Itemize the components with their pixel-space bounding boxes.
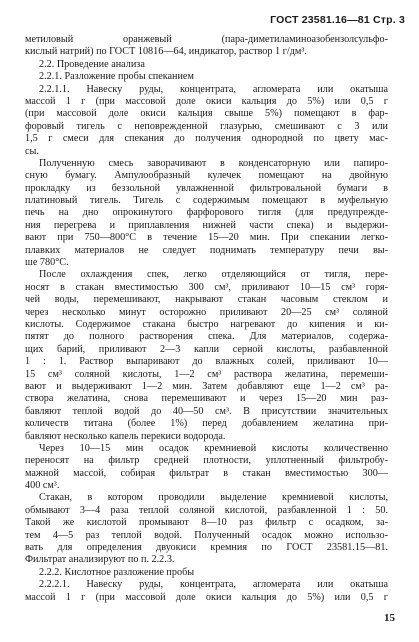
text-line: тем 4—5 раз теплой водой. Полученный осадок можно использо- [25, 529, 388, 541]
text-line: бавляют несколько капель перекиси водорода. [25, 430, 226, 442]
text-line: Фильтрат анализируют по п. 2.2.3. [25, 554, 175, 566]
text-line: щих барий, приливают 2—3 капли серной кислоты, разбавленной [25, 343, 388, 355]
text-line: сы. [25, 145, 39, 157]
text-line: обмывают 3—4 раза теплой соляной кислотой, разбавленной 1 : 50. [25, 504, 388, 516]
text-line: После охлаждения спек, легко отделяющийся от тигля, пере- [39, 269, 388, 281]
text-line: ше 780°С. [25, 257, 69, 269]
text-line: плавких материалов не следует поднимать температуру печи вы- [25, 244, 388, 256]
text-line: 2.2.1. Разложение пробы спеканием [39, 71, 194, 83]
text-line: количеств титана (более 1%) перед добавлением желатина при- [25, 418, 388, 430]
text-line: вают при 750—800°С в течение 15—20 мин. При спекании легко- [25, 232, 388, 244]
text-line: форовый тигель с неповрежденной глазурью, смешивают с 3 или [25, 120, 388, 132]
text-line: Полученную смесь заворачивают в конденсаторную или папиро- [39, 157, 388, 169]
text-line: вают и выдерживают 1—2 мин. Затем добавляют еще 1—2 см³ ра- [25, 380, 388, 392]
text-line: носят в стакан вместимостью 300 см³, приливают 10—15 см³ горя- [25, 281, 388, 293]
text-line: сную бумагу. Ампулообразный кулечек помещают на двойную [25, 170, 388, 182]
text-line: массой 1 г (при массовой доле окиси кальция до 5%) или 0,5 г [25, 95, 388, 107]
text-line: бавляют теплой водой до 40—50 см³. В присутствии значительных [25, 405, 388, 417]
text-line: (при массовой доле окиси кальция свыше 5%) помещают в фар- [25, 108, 388, 120]
text-line: кислый натрий) по ГОСТ 10816—64, индикатор, раствор 1 г/дм³. [25, 46, 307, 58]
text-line: массой 1 г (при массовой доле окиси кальция до 5%) или 0,5 г [25, 591, 388, 603]
text-line: ния перегрева и приплавления нижней части спека) и выдержи- [25, 219, 388, 231]
text-line: печь на дно опрокинутого фарфорового тигля (для предупрежде- [25, 207, 388, 219]
text-line: Через 10—15 мин осадок кремниевой кислоты количественно [39, 442, 388, 454]
text-line: 1,5 г смеси для спекания до получения однородной по цвету мас- [25, 133, 388, 145]
text-line: 400 см³. [25, 480, 60, 492]
text-line: через несколько минут осторожно приливают 20—25 см³ соляной [25, 306, 388, 318]
text-line: вать для определения двуокиси кремния по ГОСТ 23581.15—81. [25, 542, 388, 554]
text-line: кислоты. Содержимое стакана быстро нагревают до кипения и ки- [25, 318, 388, 330]
text-line: чей воды, перемешивают, накрывают стакан часовым стеклом и [25, 294, 388, 306]
text-line: створа желатина, снова перемешивают и через 15—20 мин раз- [25, 393, 388, 405]
text-line: 2.2.2. Кислотное разложение пробы [39, 566, 195, 578]
text-line: 2.2.2.1. Навеску руды, концентрата, агломерата или окатыша [39, 579, 388, 591]
text-line: Стакан, в котором проводили выделение кремниевой кислоты, [39, 492, 388, 504]
text-line: 15 см³ соляной кислоты, 1—2 см³ раствора желатина, перемеши- [25, 368, 388, 380]
text-line: 1 : 1. Раствор выпаривают до влажных солей, приливают 10— [25, 356, 388, 368]
text-line: мажной массой, собирая фильтрат в стакан вместимостью 300— [25, 467, 388, 479]
text-line: переносят на фильтр средней плотности, уплотненный фильтробу- [25, 455, 388, 467]
text-line: 2.2.1.1. Навеску руды, концентрата, агломерата или окатыша [39, 83, 388, 95]
text-line: 2.2. Проведение анализа [39, 58, 145, 70]
running-header: ГОСТ 23581.16—81 Стр. 3 [270, 14, 405, 26]
page-number: 15 [384, 612, 395, 624]
text-line: Такой же кислотой промывают 8—10 раз фильтр с осадком, за- [25, 517, 388, 529]
text-line: пятят до полного растворения спека. Для материалов, содержа- [25, 331, 388, 343]
text-line: прокладку из беззольной увлажненной фильтровальной бумаги в [25, 182, 388, 194]
text-line: платиновый тигель. Тигель с содержимым помещают в муфельную [25, 195, 388, 207]
body-text [25, 34, 388, 604]
text-line: метиловый оранжевый (пара-диметиламиноазобензолсульфо- [25, 34, 388, 45]
